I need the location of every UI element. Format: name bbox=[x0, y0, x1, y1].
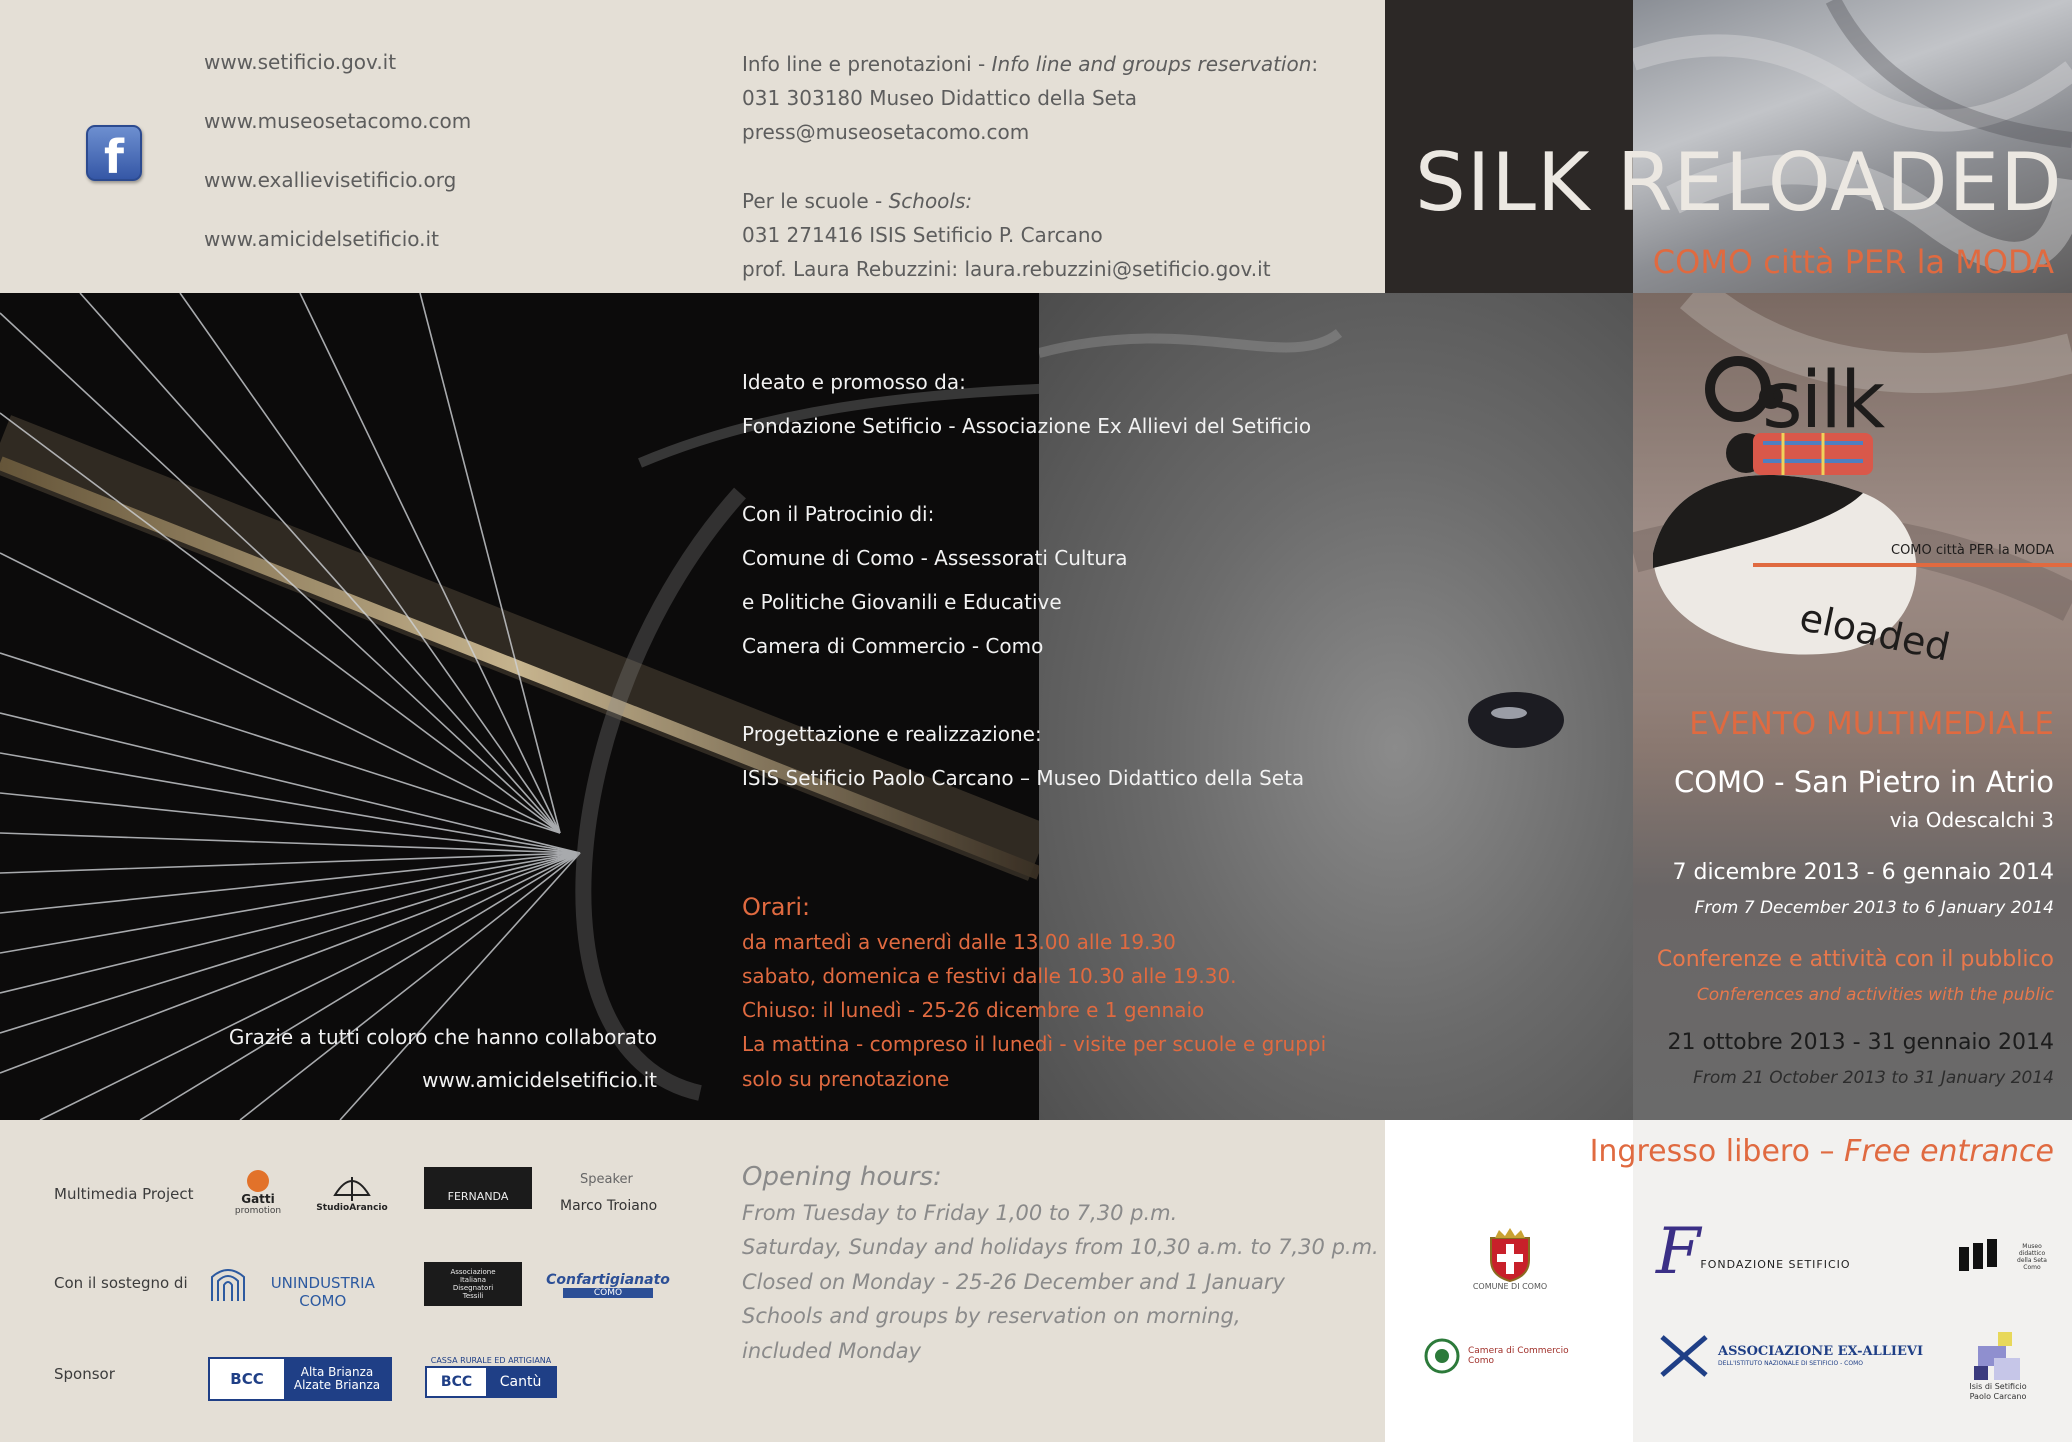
exallievi-text: ASSOCIAZIONE EX-ALLIEVI bbox=[1718, 1343, 1924, 1359]
studioarancio-text: StudioArancio bbox=[316, 1203, 388, 1213]
coat-of-arms-icon bbox=[1487, 1228, 1533, 1282]
info-line-colon: : bbox=[1311, 52, 1319, 76]
support-label: Con il sostegno di bbox=[54, 1274, 188, 1292]
thanks-text: Grazie a tutti coloro che hanno collaborato bbox=[228, 1025, 657, 1049]
studioarancio-logo bbox=[316, 1164, 388, 1222]
disegnatori-logo bbox=[424, 1262, 522, 1306]
fondazione-mark: F bbox=[1656, 1215, 1701, 1289]
fondazione-setificio-logo bbox=[1656, 1216, 1896, 1288]
museo-seta-logo bbox=[1952, 1212, 2052, 1302]
schools-contact: prof. Laura Rebuzzini: laura.rebuzzini@setificio.gov.it bbox=[742, 257, 1271, 281]
conference-dates-it: 21 ottobre 2013 - 31 gennaio 2014 bbox=[1667, 1030, 2054, 1055]
hours-line-3: Chiuso: il lunedì - 25-26 dicembre e 1 gennaio bbox=[742, 998, 1205, 1022]
info-line bbox=[742, 52, 1318, 76]
opening-hours-2: Saturday, Sunday and holidays from 10,30 a.m. to 7,30 p.m. bbox=[742, 1235, 1379, 1259]
schools-en: Schools: bbox=[888, 189, 973, 213]
logo-reloaded-text: eloaded bbox=[1795, 595, 1954, 670]
unindustria-mark bbox=[208, 1267, 246, 1303]
bcc2-text: BCC bbox=[440, 1374, 473, 1390]
unindustria-text: UNINDUSTRIA COMO bbox=[270, 1274, 375, 1310]
bcc2-box bbox=[425, 1366, 557, 1398]
bcc-cantu-logo bbox=[424, 1354, 558, 1400]
design-label: Progettazione e realizzazione: bbox=[742, 722, 1042, 746]
confartigianato-logo bbox=[546, 1264, 670, 1306]
comune-como-logo bbox=[1470, 1220, 1550, 1300]
museo-text: Museo didattico della Seta Como bbox=[2017, 1243, 2047, 1271]
patronage-line-1: Comune di Como - Assessorati Cultura bbox=[742, 546, 1128, 570]
schools-line bbox=[742, 189, 972, 213]
museo-seta-mark bbox=[1955, 1227, 2015, 1287]
comune-text: COMUNE DI COMO bbox=[1472, 1282, 1548, 1291]
link-museoseta[interactable]: www.museosetacomo.com bbox=[204, 109, 472, 133]
promoted-label: Ideato e promosso da: bbox=[742, 370, 966, 394]
speaker-label: Speaker bbox=[580, 1172, 633, 1187]
info-phone: 031 303180 Museo Didattico della Seta bbox=[742, 86, 1138, 110]
isis-mark bbox=[1970, 1330, 2026, 1382]
conferences-it: Conferenze e attività con il pubblico bbox=[1656, 947, 2054, 972]
sponsor-label: Sponsor bbox=[54, 1365, 115, 1383]
fondazione-text: FONDAZIONE SETIFICIO bbox=[1700, 1257, 1851, 1271]
fernanda-logo bbox=[424, 1167, 532, 1209]
multimedia-label: Multimedia Project bbox=[54, 1185, 194, 1203]
link-amici[interactable]: www.amicidelsetificio.it bbox=[204, 227, 439, 251]
info-line-en: Info line and groups reservation bbox=[991, 52, 1312, 76]
patronage-line-2: e Politiche Giovanili e Educative bbox=[742, 590, 1062, 614]
patronage-line-3: Camera di Commercio - Como bbox=[742, 634, 1044, 658]
confartigianato-sub: COMO bbox=[563, 1288, 653, 1298]
bcc1-branch: Alta Brianza Alzate Brianza bbox=[284, 1359, 390, 1399]
link-exallievi[interactable]: www.exallievisetificio.org bbox=[204, 168, 457, 192]
entrance-info bbox=[1590, 1134, 2054, 1169]
umbrella-icon bbox=[333, 1173, 371, 1203]
hours-line-2: sabato, domenica e festivi dalle 10.30 alle 19.30. bbox=[742, 964, 1237, 988]
unindustria-logo bbox=[208, 1265, 396, 1310]
hours-line-5: solo su prenotazione bbox=[742, 1067, 950, 1091]
main-title: SILK RELOADED bbox=[1415, 136, 2063, 229]
hours-line-1: da martedì a venerdì dalle 13.00 alle 19.30 bbox=[742, 930, 1176, 954]
confartigianato-text: Confartigianato bbox=[546, 1272, 670, 1288]
isis-setificio-logo bbox=[1960, 1324, 2036, 1408]
bcc2-top: CASSA RURALE ED ARTIGIANA bbox=[430, 1356, 552, 1365]
gatti-logo bbox=[228, 1162, 288, 1224]
patronage-label: Con il Patrocinio di: bbox=[742, 502, 935, 526]
main-subtitle: COMO città PER la MODA bbox=[1652, 243, 2054, 281]
opening-hours-3: Closed on Monday - 25-26 December and 1 January bbox=[742, 1270, 1285, 1294]
event-type: EVENTO MULTIMEDIALE bbox=[1689, 706, 2054, 742]
camera-commercio-icon bbox=[1422, 1336, 1462, 1376]
facebook-icon[interactable]: f bbox=[86, 125, 142, 181]
conference-dates-en: From 21 October 2013 to 31 January 2014 bbox=[1693, 1068, 2054, 1088]
isis-text: Isis di Setificio Paolo Carcano bbox=[1969, 1382, 2027, 1401]
opening-hours-title: Opening hours: bbox=[742, 1162, 942, 1192]
thanks-url[interactable]: www.amicidelsetificio.it bbox=[422, 1068, 657, 1092]
gatti-text: Gatti bbox=[241, 1192, 275, 1206]
speaker-name: Marco Troiano bbox=[560, 1198, 658, 1214]
event-dates-it: 7 dicembre 2013 - 6 gennaio 2014 bbox=[1672, 860, 2054, 885]
camera-commercio-logo bbox=[1422, 1326, 1592, 1386]
schools-phone: 031 271416 ISIS Setificio P. Carcano bbox=[742, 223, 1103, 247]
entrance-it: Ingresso libero – bbox=[1589, 1134, 1845, 1169]
exallievi-logo bbox=[1656, 1330, 1936, 1382]
design-by: ISIS Setificio Paolo Carcano – Museo Didattico della Seta bbox=[742, 766, 1305, 790]
disegnatori-text: Associazione Italiana Disegnatori Tessili bbox=[450, 1268, 496, 1300]
exallievi-mark bbox=[1656, 1331, 1712, 1381]
fernanda-text: FERNANDA bbox=[447, 1189, 509, 1203]
link-setificio[interactable]: www.setificio.gov.it bbox=[204, 50, 397, 74]
opening-hours-5: included Monday bbox=[742, 1339, 921, 1363]
gatti-mark bbox=[247, 1170, 269, 1192]
exallievi-sub: DELL'ISTITUTO NAZIONALE DI SETIFICIO - COMO bbox=[1718, 1359, 1863, 1367]
bcc1-text: BCC bbox=[230, 1370, 264, 1388]
bcc-alta-brianza-logo bbox=[208, 1357, 392, 1401]
camera-text: Camera di Commercio Como bbox=[1468, 1346, 1569, 1366]
bcc2-branch: Cantù bbox=[486, 1368, 555, 1396]
schools-it: Per le scuole - bbox=[742, 189, 889, 213]
info-line-it: Info line e prenotazioni - bbox=[742, 52, 992, 76]
entrance-en: Free entrance bbox=[1844, 1134, 2054, 1169]
gatti-sub: promotion bbox=[234, 1206, 282, 1216]
hours-title: Orari: bbox=[742, 893, 811, 921]
opening-hours-4: Schools and groups by reservation on morning, bbox=[742, 1304, 1241, 1328]
event-venue: COMO - San Pietro in Atrio bbox=[1673, 765, 2054, 799]
info-email[interactable]: press@museosetacomo.com bbox=[742, 120, 1030, 144]
conferences-en: Conferences and activities with the public bbox=[1696, 985, 2054, 1005]
logo-silk-text: silk bbox=[1762, 356, 1884, 446]
promoted-by: Fondazione Setificio - Associazione Ex Allievi del Setificio bbox=[742, 414, 1312, 438]
exallievi-text-group bbox=[1718, 1344, 1923, 1369]
logo-tagline: COMO città PER la MODA bbox=[1891, 543, 2054, 558]
opening-hours-1: From Tuesday to Friday 1,00 to 7,30 p.m. bbox=[742, 1201, 1178, 1225]
hours-line-4: La mattina - compreso il lunedì - visite per scuole e gruppi bbox=[742, 1032, 1327, 1056]
event-address: via Odescalchi 3 bbox=[1889, 808, 2054, 832]
event-dates-en: From 7 December 2013 to 6 January 2014 bbox=[1694, 898, 2054, 918]
